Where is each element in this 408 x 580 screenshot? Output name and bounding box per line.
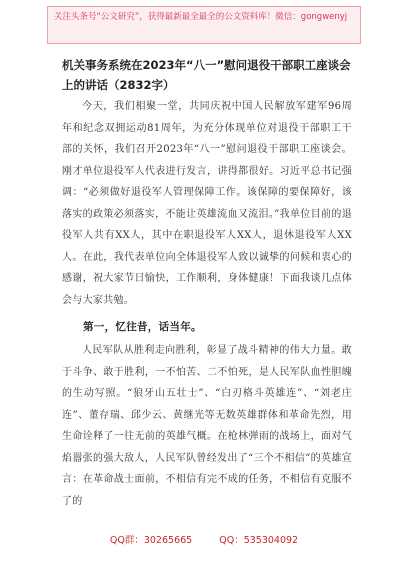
promo-banner-text: 关注头条号“公文研究”，获得最新最全最全的公文资料库！微信：gongwenyj	[54, 12, 348, 22]
section-heading: 第一，忆往昔，话当年。	[83, 321, 202, 333]
document-body	[62, 96, 352, 512]
paragraph: 人民军队从胜利走向胜利，彰显了战斗精神的伟大力量。敢于斗争、敢于胜利，一不怕苦、二不怕死，是人民军队血性胆魄的生动写照。“狼牙山五壮士”、“白刃格斗英雄连”、“刘老庄连”、董存瑞、邱少云、黄继光等无数英雄群体和革命先烈，用生命诠释了一往无前的英雄气概。在枪林弹雨的战场上，面对气焰嚣张的强大敌人，人民军队曾经发出了“三个不相信”的英雄宣言：在革命战士面前，不相信有完不成的任务，不相信有克服不了的	[62, 345, 352, 507]
contact-footer	[0, 532, 408, 546]
document-title: 机关事务系统在2023年“八一”慰问退役干部职工座谈会上的讲话（2832字）	[62, 58, 351, 92]
qq-number: QQ：535304092	[219, 535, 299, 546]
promo-banner	[47, 6, 361, 44]
qq-group: QQ群：30265665	[109, 535, 193, 546]
paragraph: 今天，我们相聚一堂，共同庆祝中国人民解放军建军96周年和纪念双拥运动81周年，为充分体现单位对退役干部职工干部的关怀，我们召开2023年“八一”慰问退役干部职工座谈会。刚才单位退役军人代表进行发言，讲得都很好。习近平总书记强调：“必须做好退役军人管理保障工作。该保障的要保障好，该落实的政策必须落实，不能让英雄流血又流泪。”我单位目前的退役军人共有XX人，其中在职退役军人XX人，退休退役军人XX人。在此，我代表单位向全体退役军人致以诚挚的问候和衷心的感谢，祝大家节日愉快，工作顺利，身体健康！下面我谈几点体会与大家共勉。	[62, 101, 352, 306]
